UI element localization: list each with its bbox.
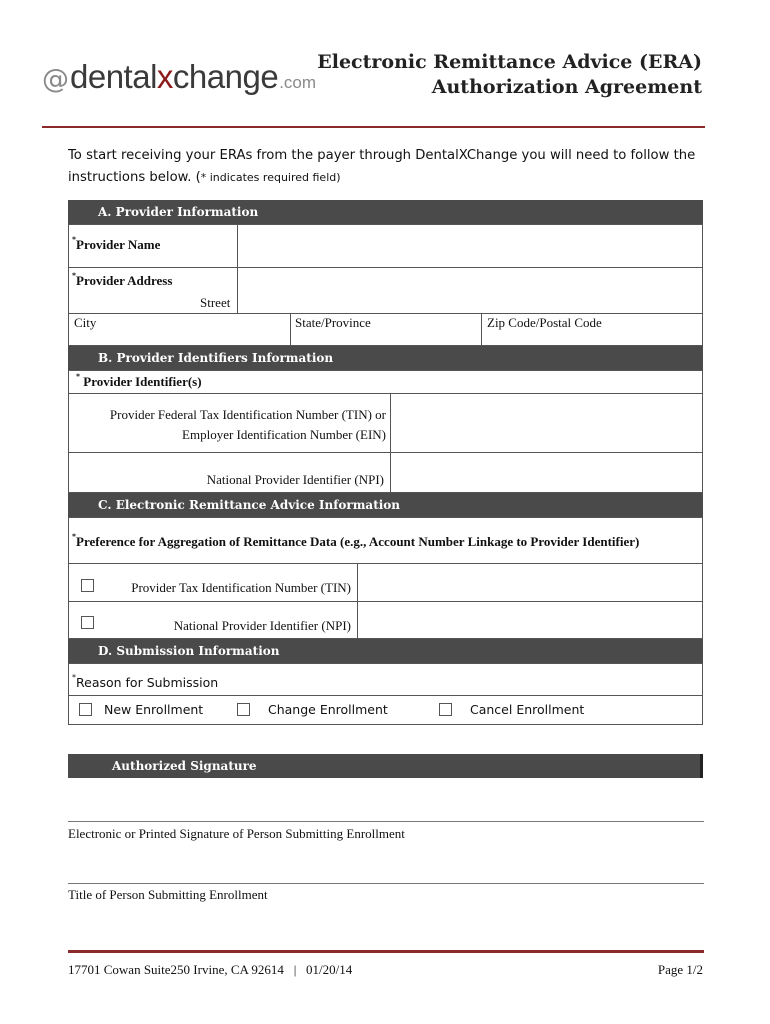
section-b-title: B. Provider Identifiers Information — [98, 351, 334, 365]
footer-separator: | — [293, 962, 297, 977]
tin-option-field[interactable] — [361, 567, 700, 599]
zip-label: Zip Code/Postal Code — [487, 315, 602, 330]
tin-ein-field[interactable] — [394, 397, 700, 449]
divider — [68, 563, 703, 564]
signature-header — [68, 754, 703, 778]
zip-field[interactable] — [483, 330, 701, 344]
provider-address-text: Provider Address — [76, 273, 173, 288]
logo-text-x: x — [156, 58, 173, 95]
npi-label: National Provider Identifier (NPI) — [206, 472, 384, 487]
footer-date: 01/20/14 — [306, 962, 353, 977]
title-line-1: Electronic Remittance Advice (ERA) — [317, 51, 702, 73]
section-b-header — [68, 346, 703, 370]
tin-checkbox[interactable] — [81, 579, 94, 592]
signature-bar-edge — [700, 754, 703, 778]
provider-identifiers-text: Provider Identifier(s) — [83, 374, 202, 389]
npi-option-field[interactable] — [361, 605, 700, 637]
divider — [68, 313, 703, 314]
provider-name-field[interactable] — [242, 228, 700, 264]
signature-field[interactable] — [68, 784, 704, 820]
required-mark: * — [72, 235, 76, 244]
page-number: Page 1/2 — [657, 962, 703, 977]
city-field[interactable] — [70, 330, 288, 344]
npi-checkbox[interactable] — [81, 616, 94, 629]
title-label: Title of Person Submitting Enrollment — [68, 887, 268, 902]
divider — [390, 393, 391, 493]
tin-label-line1: Provider Federal Tax Identification Number (TIN) or — [109, 407, 386, 422]
intro-line-2: instructions below. ( — [68, 170, 201, 185]
section-d-header — [68, 639, 703, 663]
intro-text — [68, 145, 708, 189]
street-label: Street — [200, 295, 231, 310]
npi-option-label: National Provider Identifier (NPI) — [173, 618, 351, 633]
divider — [68, 267, 703, 268]
new-enrollment-label: New Enrollment — [104, 702, 204, 717]
cancel-enrollment-label: Cancel Enrollment — [470, 702, 585, 717]
section-c-title: C. Electronic Remittance Advice Information — [98, 498, 401, 512]
new-enrollment-checkbox[interactable] — [79, 703, 92, 716]
divider — [68, 601, 703, 602]
aggregation-preference-label — [72, 534, 700, 550]
aggregation-preference-text: Preference for Aggregation of Remittance Data (e.g., Account Number Linkage to Provider Identifier) — [76, 534, 640, 549]
footer-divider — [68, 950, 704, 953]
logo-text-dental: dental — [70, 58, 157, 95]
provider-name-text: Provider Name — [76, 237, 161, 252]
logo-text-change: change — [172, 58, 279, 95]
signature-title: Authorized Signature — [112, 759, 257, 773]
section-a-title: A. Provider Information — [98, 205, 259, 219]
state-field[interactable] — [292, 330, 479, 344]
change-enrollment-label: Change Enrollment — [268, 702, 388, 717]
required-mark: * — [72, 532, 76, 541]
provider-address-label — [72, 273, 172, 289]
npi-field[interactable] — [394, 456, 700, 490]
provider-name-label — [72, 237, 160, 253]
footer-address: 17701 Cowan Suite250 Irvine, CA 92614 — [68, 962, 284, 977]
section-d-title: D. Submission Information — [98, 644, 280, 658]
street-field[interactable] — [242, 271, 700, 310]
dentalxchange-logo — [42, 58, 316, 102]
required-mark: * — [76, 372, 80, 381]
change-enrollment-checkbox[interactable] — [237, 703, 250, 716]
tin-label-line2: Employer Identification Number (EIN) — [182, 427, 386, 442]
required-mark: * — [72, 673, 76, 682]
divider — [290, 313, 291, 346]
divider — [68, 393, 703, 394]
cancel-enrollment-checkbox[interactable] — [439, 703, 452, 716]
provider-identifiers-label — [76, 374, 202, 390]
section-a-header — [68, 200, 703, 224]
tin-ein-label — [70, 405, 386, 445]
divider — [68, 452, 703, 453]
tin-option-label: Provider Tax Identification Number (TIN) — [131, 580, 351, 595]
title-line-2: Authorization Agreement — [431, 76, 702, 98]
logo-at-symbol: @ — [42, 64, 69, 95]
reason-text: Reason for Submission — [76, 675, 219, 690]
reason-label — [72, 675, 218, 690]
city-label: City — [74, 315, 97, 330]
divider — [357, 563, 358, 639]
divider — [237, 224, 238, 314]
footer-info — [68, 962, 352, 978]
signature-label: Electronic or Printed Signature of Person Submitting Enrollment — [68, 826, 405, 841]
divider — [481, 313, 482, 346]
document-title — [317, 50, 702, 100]
section-c-header — [68, 493, 703, 517]
title-line — [68, 883, 704, 884]
required-mark: * — [72, 271, 76, 280]
signature-line — [68, 821, 704, 822]
title-field[interactable] — [68, 846, 704, 882]
divider — [68, 695, 703, 696]
state-label: State/Province — [295, 315, 371, 330]
title-divider — [42, 126, 705, 128]
required-note: * indicates required field) — [200, 171, 341, 184]
intro-line-1: To start receiving your ERAs from the payer through DentalXChange you will need to follow the — [68, 148, 696, 163]
logo-text-com: .com — [279, 73, 317, 92]
